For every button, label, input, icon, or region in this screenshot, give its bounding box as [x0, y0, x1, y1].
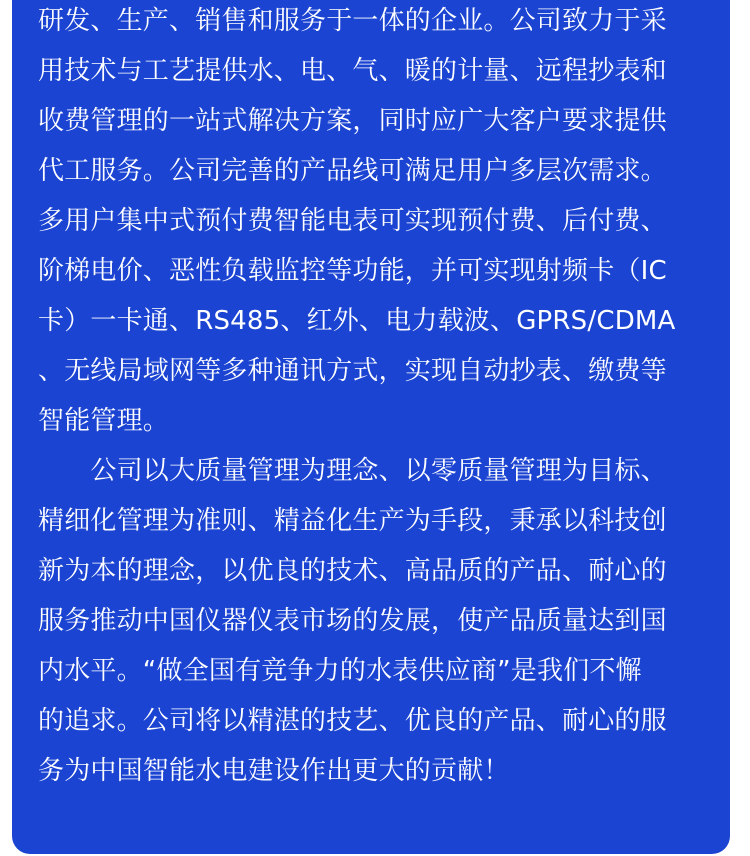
- text-line: 智能管理。: [38, 406, 170, 436]
- text-line: 精细化管理为准则、精益化生产为手段，秉承以科技创: [38, 506, 667, 536]
- text-line: 内水平。“做全国有竞争力的水表供应商”是我们不懈: [38, 656, 642, 686]
- text-line: 服务推动中国仪器仪表市场的发展，使产品质量达到国: [38, 606, 667, 636]
- text-line: 卡）一卡通、RS485、红外、电力载波、GPRS/CDMA: [38, 306, 676, 336]
- text-line: 公司以大质量管理为理念、以零质量管理为目标、: [38, 456, 667, 486]
- text-line: 阶梯电价、恶性负载监控等功能，并可实现射频卡（IC: [38, 256, 667, 286]
- text-line: 收费管理的一站式解决方案，同时应广大客户要求提供: [38, 106, 667, 136]
- text-line: 代工服务。公司完善的产品线可满足用户多层次需求。: [38, 156, 667, 186]
- text-line: 新为本的理念，以优良的技术、高品质的产品、耐心的: [38, 556, 667, 586]
- text-line: 务为中国智能水电建设作出更大的贡献！: [38, 756, 510, 786]
- article-text: [38, 0, 698, 796]
- text-line: 、无线局域网等多种通讯方式，实现自动抄表、缴费等: [38, 356, 667, 386]
- text-line: 的追求。公司将以精湛的技艺、优良的产品、耐心的服: [38, 706, 667, 736]
- text-line: 多用户集中式预付费智能电表可实现预付费、后付费、: [38, 206, 667, 236]
- text-line: 研发、生产、销售和服务于一体的企业。公司致力于采: [38, 6, 667, 36]
- text-line: 用技术与工艺提供水、电、气、暖的计量、远程抄表和: [38, 56, 667, 86]
